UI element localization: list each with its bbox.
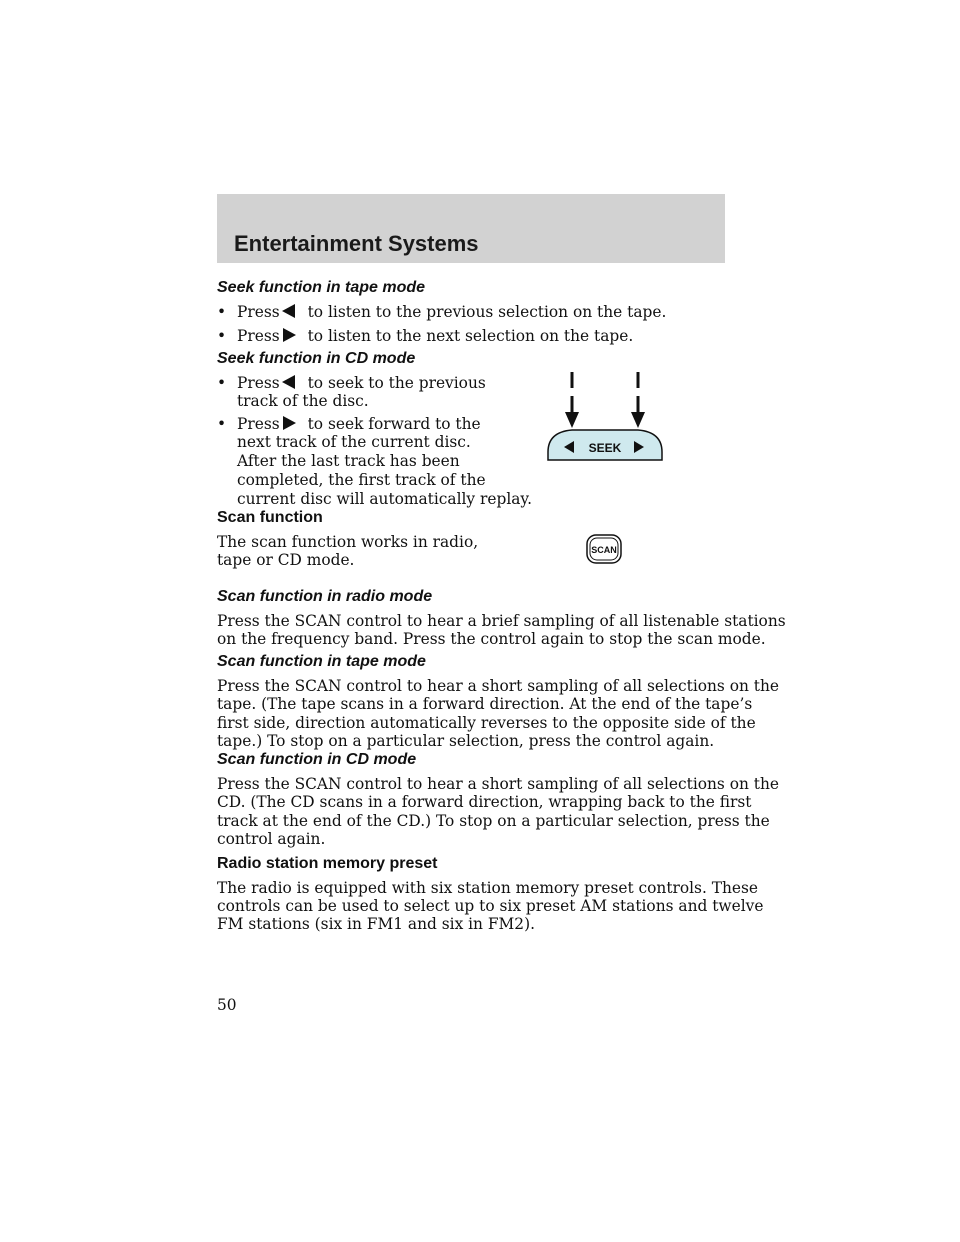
- list-item-continuation: track of the disc.: [237, 392, 369, 410]
- list-item: • Press to seek forward to the: [217, 415, 481, 433]
- paragraph-line: tape.) To stop on a particular selection, press the control again.: [217, 732, 715, 750]
- paragraph-line: control again.: [217, 830, 326, 848]
- list-item: • Press to listen to the previous selection on the tape.: [217, 303, 667, 321]
- left-pointer-arrow: [565, 372, 579, 428]
- paragraph-line: FM stations (six in FM1 and six in FM2).: [217, 915, 535, 933]
- scan-button-illustration: [586, 534, 622, 564]
- seek-forward-icon: [282, 328, 296, 342]
- seek-forward-icon: [282, 416, 296, 430]
- seek-label: SEEK: [588, 441, 622, 455]
- paragraph-line: first side, direction automatically reverses to the opposite side of the: [217, 714, 756, 732]
- paragraph-line: Press the SCAN control to hear a short sampling of all selections on the: [217, 775, 779, 793]
- bullet-dot: •: [217, 327, 227, 345]
- paragraph-line: tape or CD mode.: [217, 551, 355, 569]
- seek-back-icon: [282, 375, 296, 389]
- paragraph-line: Press the SCAN control to hear a brief sampling of all listenable stations: [217, 612, 786, 630]
- paragraph-line: track at the end of the CD.) To stop on a particular selection, press the: [217, 812, 770, 830]
- list-item-continuation: After the last track has been: [237, 452, 460, 470]
- scan-radio-heading: Scan function in radio mode: [217, 588, 433, 605]
- preset-heading: Radio station memory preset: [217, 855, 438, 872]
- scan-label: SCAN: [591, 545, 617, 555]
- paragraph-line: Press the SCAN control to hear a short sampling of all selections on the: [217, 677, 779, 695]
- bullet-dot: •: [217, 374, 227, 392]
- scan-heading: Scan function: [217, 509, 323, 526]
- scan-tape-heading: Scan function in tape mode: [217, 653, 426, 670]
- bullet-dot: •: [217, 303, 227, 321]
- paragraph-line: controls can be used to select up to six preset AM stations and twelve: [217, 897, 764, 915]
- seek-control-illustration: [546, 372, 664, 464]
- bullet-dot: •: [217, 415, 227, 433]
- list-item-continuation: completed, the first track of the: [237, 471, 486, 489]
- paragraph-line: on the frequency band. Press the control again to stop the scan mode.: [217, 630, 766, 648]
- paragraph-line: tape. (The tape scans in a forward direction. At the end of the tape’s: [217, 695, 753, 713]
- page-number: 50: [217, 996, 237, 1014]
- section-title: Entertainment Systems: [234, 231, 479, 256]
- paragraph-line: The scan function works in radio,: [217, 533, 479, 551]
- tape-seek-heading: Seek function in tape mode: [217, 279, 426, 296]
- paragraph-line: CD. (The CD scans in a forward direction, wrapping back to the first: [217, 793, 752, 811]
- list-item: • Press to seek to the previous: [217, 374, 486, 392]
- seek-back-icon: [282, 304, 296, 318]
- list-item-continuation: current disc will automatically replay.: [237, 490, 532, 508]
- section-header-band: [217, 194, 725, 263]
- right-pointer-arrow: [631, 372, 645, 428]
- paragraph-line: The radio is equipped with six station memory preset controls. These: [217, 879, 759, 897]
- scan-cd-heading: Scan function in CD mode: [217, 751, 417, 768]
- cd-seek-heading: Seek function in CD mode: [217, 350, 416, 367]
- list-item: • Press to listen to the next selection on the tape.: [217, 327, 634, 345]
- list-item-continuation: next track of the current disc.: [237, 433, 471, 451]
